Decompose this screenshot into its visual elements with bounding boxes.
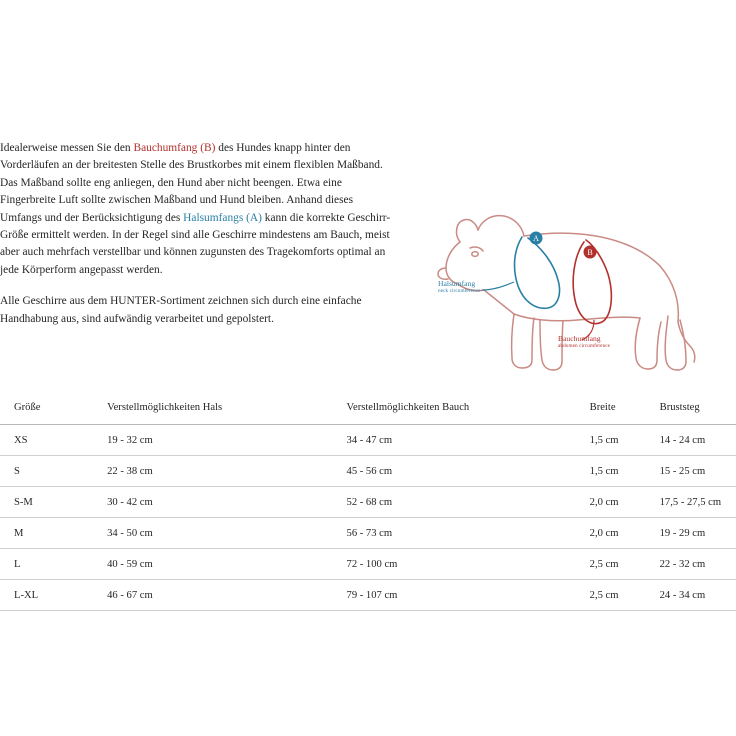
hind-leg-4-path [677, 320, 686, 370]
cell-size: S-M [0, 487, 103, 518]
cell-neck: 46 - 67 cm [103, 580, 344, 611]
rear-path [660, 266, 678, 322]
cell-width: 2,0 cm [590, 487, 660, 518]
belly-label-sub: abdomen circumference [558, 342, 611, 349]
table-row [0, 487, 736, 518]
cell-neck: 19 - 32 cm [103, 425, 344, 456]
cell-size: XS [0, 425, 103, 456]
neck-label-sub: neck circumference [438, 287, 481, 294]
tail-tip-path [690, 346, 695, 362]
header-cell-groesse: Größe [0, 392, 103, 425]
front-leg-2-path [522, 318, 534, 368]
intro-text-block [0, 140, 392, 328]
cell-belly: 52 - 68 cm [345, 487, 590, 518]
cell-neck: 22 - 38 cm [103, 456, 344, 487]
cell-width: 1,5 cm [590, 425, 660, 456]
eye-path [472, 252, 478, 257]
head-top-path [478, 216, 524, 236]
cell-size: L-XL [0, 580, 103, 611]
cell-size: S [0, 456, 103, 487]
cell-belly: 56 - 73 cm [345, 518, 590, 549]
cell-neck: 40 - 59 cm [103, 549, 344, 580]
neck-term-highlight: Halsumfangs (A) [183, 211, 262, 224]
size-table-head [0, 392, 736, 425]
table-row [0, 580, 736, 611]
cell-size: M [0, 518, 103, 549]
cell-chest: 17,5 - 27,5 cm [660, 487, 736, 518]
cell-width: 2,5 cm [590, 549, 660, 580]
header-cell-hals: Verstellmöglichkeiten Hals [103, 392, 344, 425]
table-row [0, 425, 736, 456]
belly-line-path [514, 314, 640, 321]
cell-chest: 15 - 25 cm [660, 456, 736, 487]
marker-a-letter: A [533, 234, 539, 243]
header-cell-breite: Breite [590, 392, 660, 425]
hind-leg-3-path [665, 316, 677, 370]
cell-chest: 14 - 24 cm [660, 425, 736, 456]
cell-size: L [0, 549, 103, 580]
intro-paragraph-2: Alle Geschirre aus dem HUNTER-Sortiment zeichnen sich durch eine einfache Handhabung aus, sind aufwändig verarbeitet und gepolstert. [0, 295, 362, 325]
table-row [0, 518, 736, 549]
belly-term-highlight: Bauchumfang (B) [133, 142, 216, 154]
front-leg-1-path [512, 314, 522, 368]
neck-label-main: Halsumfang [438, 279, 476, 288]
table-row [0, 549, 736, 580]
ear-left-path [457, 220, 478, 242]
marker-b-letter: B [587, 248, 593, 257]
cell-belly: 45 - 56 cm [345, 456, 590, 487]
intro-part-b: des Hundes knapp hinter den Vorderläufen an der breitesten Stelle des Brustkorbes mit einem flexiblen Maßband. Das Maßband sollte eng anliegen, den Hund aber nicht beengen. Etwa eine Fingerbreite Luft sollte zwischen Maßband und Hund bleiben. Anhand dieses Umfangs und der Berücksichtigung des [0, 142, 383, 224]
table-header-row [0, 392, 736, 425]
cell-chest: 19 - 29 cm [660, 518, 736, 549]
dog-measurement-illustration [418, 190, 718, 390]
belly-label-main: Bauchumfang [558, 334, 601, 343]
cell-neck: 30 - 42 cm [103, 487, 344, 518]
size-table-body [0, 425, 736, 611]
cell-belly: 79 - 107 cm [345, 580, 590, 611]
neck-circumference-label [438, 280, 481, 295]
intro-part-c: kann die korrekte Geschirr-Größe ermittelt werden. In der Regel sind alle Geschirre mindestens am Bauch, meist aber auch mehrfach verstellbar und können zugunsten des Tragekomforts optimal an jede Körperform angepasst werden. [0, 211, 391, 276]
neck-leader-line [482, 282, 514, 290]
intro-paragraph-1 [0, 140, 392, 279]
header-cell-bruststeg: Bruststeg [660, 392, 736, 425]
hind-leg-2-path [648, 322, 661, 369]
belly-circumference-label [558, 335, 610, 350]
size-table-wrapper [0, 392, 736, 611]
table-row [0, 456, 736, 487]
intro-part-a: Idealerweise messen Sie den [0, 142, 134, 154]
cell-neck: 34 - 50 cm [103, 518, 344, 549]
size-table [0, 392, 736, 611]
front-leg-3-path [540, 320, 553, 370]
eye-brow-path [470, 247, 483, 251]
cell-belly: 72 - 100 cm [345, 549, 590, 580]
header-cell-bauch: Verstellmöglichkeiten Bauch [345, 392, 590, 425]
cell-width: 1,5 cm [590, 456, 660, 487]
chest-path [484, 290, 514, 314]
hind-leg-1-path [635, 318, 648, 369]
cell-chest: 24 - 34 cm [660, 580, 736, 611]
neck-measure-loop [515, 237, 560, 308]
cell-chest: 22 - 32 cm [660, 549, 736, 580]
cell-width: 2,0 cm [590, 518, 660, 549]
muzzle-path [446, 242, 460, 284]
cell-belly: 34 - 47 cm [345, 425, 590, 456]
cell-width: 2,5 cm [590, 580, 660, 611]
